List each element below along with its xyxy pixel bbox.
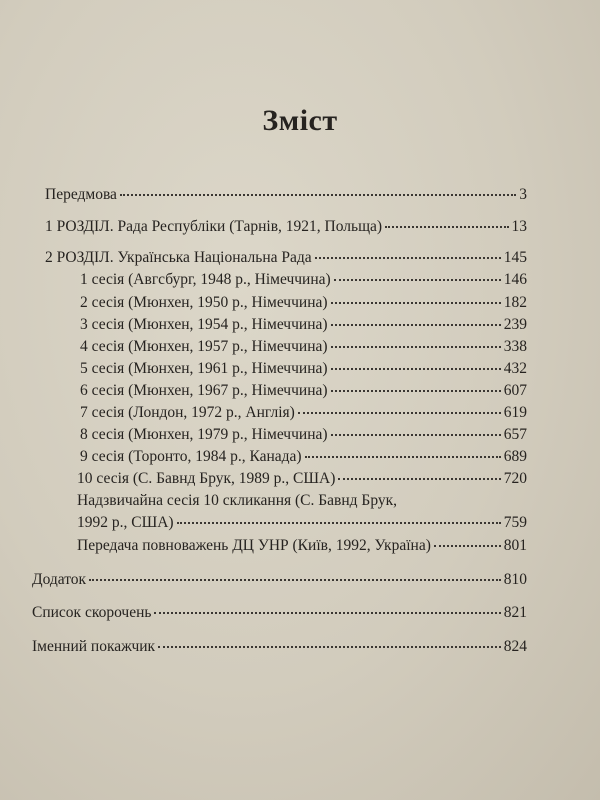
- toc-entry-label: Передача повноважень ДЦ УНР (Київ, 1992, Україна): [77, 537, 431, 554]
- leader-dots: [331, 345, 501, 348]
- toc-entry-page: 13: [511, 218, 527, 235]
- toc-entry-label: 8 сесія (Мюнхен, 1979 р., Німеччина): [80, 426, 328, 443]
- toc-entry-label: 1 РОЗДІЛ. Рада Республіки (Тарнів, 1921, Польща): [45, 218, 383, 235]
- leader-dots: [154, 611, 500, 614]
- toc-entry: [32, 637, 527, 657]
- toc-entry-page: 182: [503, 294, 527, 311]
- toc-entry: [80, 381, 527, 401]
- toc-entry: [45, 248, 527, 268]
- leader-dots: [305, 455, 501, 458]
- toc-entry-label-line1: Надзвичайна сесія 10 скликання (С. Бавнд Брук,: [77, 492, 398, 509]
- toc-entry: [45, 185, 527, 205]
- toc-entry-label: 7 сесія (Лондон, 1972 р., Англія): [80, 404, 295, 421]
- leader-dots: [120, 193, 516, 196]
- toc-entry-page: 607: [503, 382, 527, 399]
- leader-dots: [315, 256, 501, 259]
- toc-entry-page: 619: [503, 404, 527, 421]
- toc-entry: [80, 315, 527, 335]
- toc-entry-page: 821: [503, 604, 527, 621]
- toc-entry-label: 1 сесія (Авгсбург, 1948 р., Німеччина): [80, 271, 331, 288]
- leader-dots: [331, 433, 501, 436]
- toc-entry: [80, 293, 527, 313]
- toc-entry: [80, 425, 527, 445]
- toc-entry: [80, 359, 527, 379]
- toc-entry-label: 10 сесія (С. Бавнд Брук, 1989 р., США): [77, 470, 336, 487]
- toc-entry-label: 6 сесія (Мюнхен, 1967 р., Німеччина): [80, 382, 328, 399]
- toc-entry: [32, 570, 527, 590]
- leader-dots: [177, 521, 501, 524]
- toc-entry-page: 657: [503, 426, 527, 443]
- toc-entry-label: Додаток: [32, 571, 87, 588]
- toc-entry-page: 801: [503, 537, 527, 554]
- leader-dots: [331, 389, 501, 392]
- leader-dots: [434, 544, 501, 547]
- leader-dots: [334, 278, 501, 281]
- leader-dots: [331, 301, 501, 304]
- toc-entry: [32, 603, 527, 623]
- leader-dots: [338, 477, 500, 480]
- toc-entry: [77, 513, 527, 533]
- toc-entry: [77, 469, 527, 489]
- toc-entry-label: 3 сесія (Мюнхен, 1954 р., Німеччина): [80, 316, 328, 333]
- toc-entry-page: 824: [503, 638, 527, 655]
- toc-entry-label: 5 сесія (Мюнхен, 1961 р., Німеччина): [80, 360, 328, 377]
- toc-entry-label: 9 сесія (Торонто, 1984 р., Канада): [80, 448, 302, 465]
- toc-entry-page: 689: [503, 448, 527, 465]
- toc-entry-page: 759: [503, 514, 527, 531]
- toc-entry: [45, 217, 527, 237]
- toc-entry-page: 146: [503, 271, 527, 288]
- toc-entry-label: Іменний покажчик: [32, 638, 156, 655]
- toc-entry: [80, 447, 527, 467]
- toc-entry-label: 4 сесія (Мюнхен, 1957 р., Німеччина): [80, 338, 328, 355]
- toc-entry-page: 432: [503, 360, 527, 377]
- toc-entry-label: 2 РОЗДІЛ. Українська Національна Рада: [45, 249, 312, 266]
- toc-entry-page: 3: [519, 186, 527, 203]
- leader-dots: [298, 411, 501, 414]
- toc-entry: [77, 536, 527, 556]
- toc-entry-label: Список скорочень: [32, 604, 152, 621]
- toc-entry-page: 338: [503, 338, 527, 355]
- toc-entry-page: 720: [503, 470, 527, 487]
- leader-dots: [331, 367, 501, 370]
- toc-entry-label: 2 сесія (Мюнхен, 1950 р., Німеччина): [80, 294, 328, 311]
- toc-entry: [80, 270, 527, 290]
- toc-entry: [80, 337, 527, 357]
- leader-dots: [331, 323, 501, 326]
- toc-entry: [80, 403, 527, 423]
- toc-entry-page: 145: [503, 249, 527, 266]
- page-title: Зміст: [262, 104, 338, 137]
- leader-dots: [385, 225, 508, 228]
- toc-entry-label: Передмова: [45, 186, 117, 203]
- leader-dots: [89, 578, 501, 581]
- toc-entry-page: 810: [503, 571, 527, 588]
- toc-entry-label: 1992 р., США): [77, 514, 174, 531]
- toc-entry-page: 239: [503, 316, 527, 333]
- leader-dots: [158, 645, 501, 648]
